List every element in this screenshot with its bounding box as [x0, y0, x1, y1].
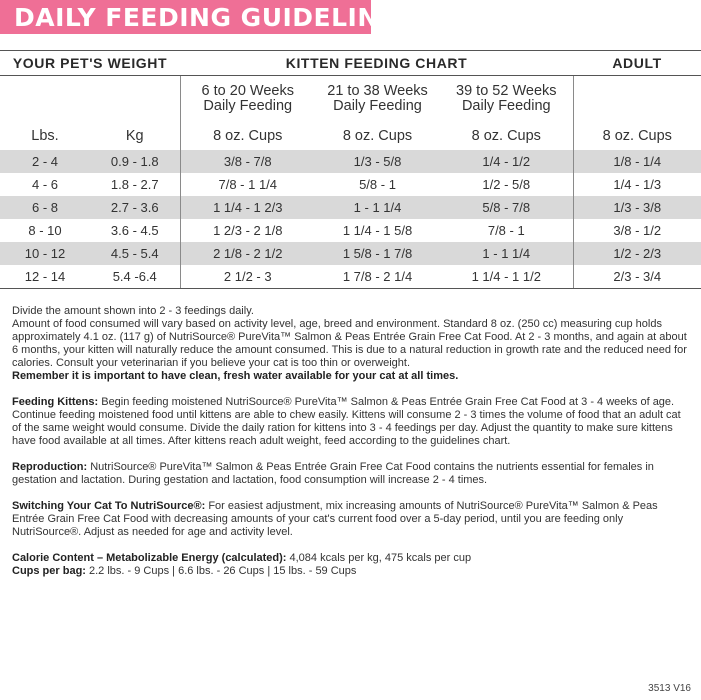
cups-cell: 1/3 - 3/8: [573, 196, 701, 219]
water-reminder: Remember it is important to have clean, fresh water available for your cat at all times.: [12, 370, 459, 382]
cups-cell: 1/2 - 2/3: [573, 242, 701, 265]
age-header-row: [0, 76, 701, 123]
unit-cups: 8 oz. Cups: [342, 128, 413, 144]
age-header-21-38-weeks: [315, 76, 440, 123]
lbs-cell: 8 - 10: [28, 223, 62, 238]
cups-per-bag-note: [12, 565, 692, 578]
cups-cell: 1 - 1 1/4: [440, 242, 573, 265]
note-label: Switching Your Cat To NutriSource®:: [12, 500, 206, 512]
lbs-cell: 10 - 12: [0, 242, 90, 265]
adult-group-header: ADULT: [573, 51, 701, 76]
cups-cell: 5/8 - 7/8: [440, 196, 573, 219]
note-label: Reproduction:: [12, 461, 88, 473]
kg-cell: 5.4 -6.4: [90, 265, 180, 289]
table-row: [0, 150, 701, 173]
unit-lbs: Lbs.: [31, 128, 59, 144]
calorie-content-note: [12, 552, 692, 565]
kg-cell: 4.5 - 5.4: [90, 242, 180, 265]
age-range-label: 39 to 52 Weeks: [456, 83, 557, 99]
intro-line-2: Amount of food consumed will vary based on activity level, age, breed and environment. Standard 8 oz. (250 cc) measuring cup holds approximately 4.1 oz. (117 g) of NutriSource® PureVita™ Salmon & Peas Entrée Grain Free Cat Food. At 2 - 3 months, and again at about 6 months, your kitten will naturally reduce the amount consumed. This is due to a natural reduction in growth rate and the reduced need for calories. Consult your veterinarian if you believe your cat is too thin or overweight.: [12, 318, 687, 369]
cups-cell: 2 1/2 - 3: [180, 265, 315, 289]
note-text: NutriSource® PureVita™ Salmon & Peas Entrée Grain Free Cat Food contains the nutrients essential for females in gestation and lactation. During gestation and lactation, food consumption will increase 2 - 4 times.: [12, 461, 654, 486]
note-text: 4,084 kcals per kg, 475 kcals per cup: [286, 552, 472, 564]
group-header-row: [0, 51, 701, 76]
note-label: Calorie Content – Metabolizable Energy (calculated):: [12, 552, 287, 564]
note-label: Feeding Kittens:: [12, 396, 99, 408]
kg-cell: 1.8 - 2.7: [110, 177, 159, 192]
cups-cell: 1/4 - 1/2: [440, 150, 573, 173]
note-label: Cups per bag:: [12, 565, 86, 577]
table-row: [0, 173, 701, 196]
table-row: [0, 219, 701, 242]
feeding-kittens-note: [12, 396, 692, 448]
age-range-label: 21 to 38 Weeks: [327, 83, 428, 99]
unit-cups: 8 oz. Cups: [471, 128, 541, 144]
unit-kg: Kg: [125, 128, 144, 144]
age-header-39-52-weeks: [440, 76, 573, 123]
cups-cell: 7/8 - 1 1/4: [180, 173, 315, 196]
cups-cell: 5/8 - 1: [359, 177, 396, 192]
kitten-group-header: KITTEN FEEDING CHART: [180, 51, 573, 76]
age-header-empty: [0, 76, 180, 123]
title-banner: [0, 0, 415, 34]
lbs-cell: 6 - 8: [0, 196, 90, 219]
cups-cell: 1 1/4 - 1 2/3: [180, 196, 315, 219]
lbs-cell: 4 - 6: [31, 177, 58, 192]
cups-cell: 1/3 - 5/8: [315, 150, 440, 173]
cups-cell: 1 - 1 1/4: [315, 196, 440, 219]
note-text: Begin feeding moistened NutriSource® PureVita™ Salmon & Peas Entrée Grain Free Cat Food at 3 - 4 weeks of age. Continue feeding moistened food until kittens are able to chew easily. Kittens will consume 2 - 3 times the volume of food that an adult cat of the same weight would consume. Divide the daily ration for kittens into 3 - 4 feedings per day. Adjust the quantity to make sure kittens have food available at all times. After kittens reach adult weight, feed according to the guidelines chart.: [12, 396, 681, 447]
feeding-chart-table: [0, 50, 701, 289]
daily-feeding-label: Daily Feeding: [461, 98, 551, 114]
cups-cell: 2/3 - 3/4: [573, 265, 701, 289]
cups-cell: 1/4 - 1/3: [573, 173, 701, 196]
note-text: For easiest adjustment, mix increasing amounts of NutriSource® PureVita™ Salmon & Peas Entrée Grain Free Cat Food with decreasing amounts of your cat's current food over a 5-day period, until you are feeding only NutriSource®. Adjust as needed for age and activity level.: [12, 500, 658, 538]
feeding-notes: [12, 305, 692, 578]
cups-cell: 3/8 - 7/8: [180, 150, 315, 173]
intro-note: [12, 305, 692, 383]
daily-feeding-label: Daily Feeding: [333, 98, 422, 114]
cups-cell: 1 2/3 - 2 1/8: [180, 219, 315, 242]
kg-cell: 0.9 - 1.8: [90, 150, 180, 173]
unit-cups: 8 oz. Cups: [573, 122, 701, 150]
kg-cell: 2.7 - 3.6: [90, 196, 180, 219]
cups-cell: 1 5/8 - 1 7/8: [315, 242, 440, 265]
table-row: [0, 196, 701, 219]
unit-cups: 8 oz. Cups: [180, 122, 315, 150]
cups-cell: 1 1/4 - 1 5/8: [342, 223, 413, 238]
cups-cell: 2 1/8 - 2 1/2: [180, 242, 315, 265]
daily-feeding-label: Daily Feeding: [203, 98, 293, 114]
product-code: 3513 V16: [648, 683, 691, 694]
note-text: 2.2 lbs. - 9 Cups | 6.6 lbs. - 26 Cups | 15 lbs. - 59 Cups: [85, 565, 357, 577]
cups-cell: 1/8 - 1/4: [573, 150, 701, 173]
switching-note: [12, 500, 692, 539]
kg-cell: 3.6 - 4.5: [110, 223, 159, 238]
age-range-label: 6 to 20 Weeks: [201, 83, 294, 99]
cups-cell: 1/2 - 5/8: [482, 177, 531, 192]
reproduction-note: [12, 461, 692, 487]
cups-cell: 1 1/4 - 1 1/2: [440, 265, 573, 289]
table-row: [0, 242, 701, 265]
unit-header-row: [0, 122, 701, 150]
lbs-cell: 12 - 14: [0, 265, 90, 289]
lbs-cell: 2 - 4: [0, 150, 90, 173]
age-header-adult: [573, 76, 701, 123]
intro-line-1: Divide the amount shown into 2 - 3 feedings daily.: [12, 305, 254, 317]
weight-group-header: YOUR PET'S WEIGHT: [0, 51, 180, 76]
cups-cell: 7/8 - 1: [487, 223, 525, 238]
table-row: [0, 265, 701, 289]
age-header-6-20-weeks: [180, 76, 315, 123]
cups-cell: 1 7/8 - 2 1/4: [315, 265, 440, 289]
cups-cell: 3/8 - 1/2: [573, 219, 701, 242]
page-title: DAILY FEEDING GUIDELINES: [14, 3, 415, 32]
